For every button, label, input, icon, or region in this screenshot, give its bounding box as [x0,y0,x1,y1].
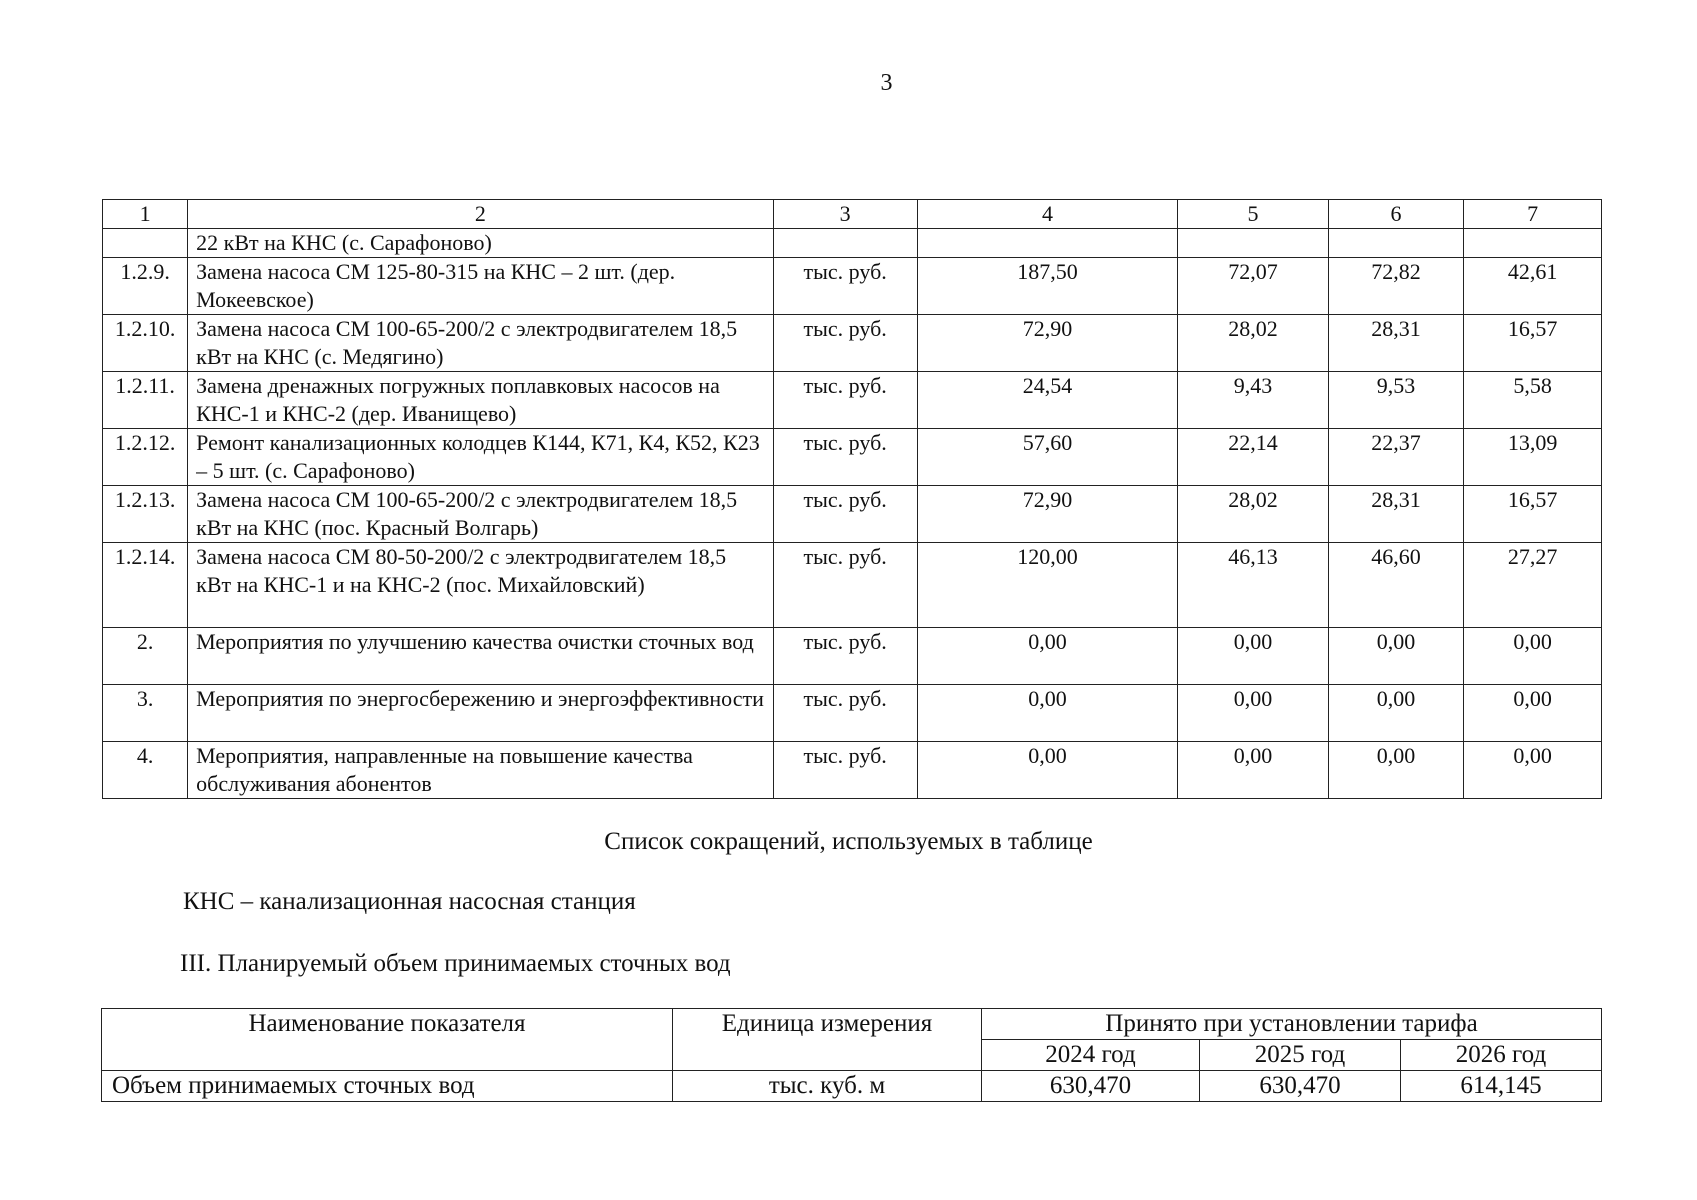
header-year: 2024 год [982,1040,1200,1071]
header-col-7: 7 [1464,200,1602,229]
row-value-7: 13,09 [1464,429,1602,486]
row-value-7: 16,57 [1464,486,1602,543]
table-row [103,486,1602,543]
table-row [103,258,1602,315]
row-unit: тыс. руб. [773,742,917,799]
row-value-5: 0,00 [1178,628,1328,685]
row-value-6: 72,82 [1328,258,1464,315]
row-value-7: 42,61 [1464,258,1602,315]
row-value-6: 46,60 [1328,543,1464,628]
row-value-6: 0,00 [1328,628,1464,685]
indicator-name: Объем принимаемых сточных вод [102,1071,673,1102]
row-unit: тыс. руб. [773,258,917,315]
row-unit: тыс. руб. [773,628,917,685]
row-value-6 [1328,229,1464,258]
row-value-5: 28,02 [1178,315,1328,372]
row-number: 1.2.10. [103,315,188,372]
row-value-6: 22,37 [1328,429,1464,486]
row-number: 1.2.14. [103,543,188,628]
row-name: Замена насоса СМ 125-80-315 на КНС – 2 шт. (дер. Мокеевское) [188,258,774,315]
row-value-7: 0,00 [1464,685,1602,742]
row-unit: тыс. руб. [773,486,917,543]
header-tariff-group: Принято при установлении тарифа [982,1009,1602,1040]
table-row [103,543,1602,628]
row-name: Ремонт канализационных колодцев К144, К71, К4, К52, К23 – 5 шт. (с. Сарафоново) [188,429,774,486]
row-value-5 [1178,229,1328,258]
indicator-value: 630,470 [1200,1071,1401,1102]
row-value-4: 72,90 [917,315,1178,372]
section-title: III. Планируемый объем принимаемых сточных вод [180,950,731,977]
row-value-5: 9,43 [1178,372,1328,429]
row-unit: тыс. руб. [773,685,917,742]
indicator-value: 630,470 [982,1071,1200,1102]
header-unit: Единица измерения [673,1009,982,1071]
abbreviations-title: Список сокращений, используемых в таблице [604,828,1093,855]
row-unit: тыс. руб. [773,315,917,372]
table-row [102,1071,1602,1102]
measures-table [102,199,1602,799]
row-name: Замена насоса СМ 100-65-200/2 с электродвигателем 18,5 кВт на КНС (с. Медягино) [188,315,774,372]
row-value-6: 0,00 [1328,685,1464,742]
row-number: 1.2.13. [103,486,188,543]
indicator-value: 614,145 [1401,1071,1602,1102]
row-number: 3. [103,685,188,742]
row-unit [773,229,917,258]
row-value-5: 46,13 [1178,543,1328,628]
row-value-4: 187,50 [917,258,1178,315]
row-unit: тыс. руб. [773,372,917,429]
page-number: 3 [880,70,893,96]
row-value-4: 72,90 [917,486,1178,543]
row-value-4: 120,00 [917,543,1178,628]
indicator-unit: тыс. куб. м [673,1071,982,1102]
row-name: Замена насоса СМ 100-65-200/2 с электродвигателем 18,5 кВт на КНС (пос. Красный Волгарь) [188,486,774,543]
row-value-6: 28,31 [1328,486,1464,543]
header-col-5: 5 [1178,200,1328,229]
abbreviation-item: КНС – канализационная насосная станция [183,888,636,915]
row-unit: тыс. руб. [773,429,917,486]
row-name: Мероприятия, направленные на повышение качества обслуживания абонентов [188,742,774,799]
row-value-5: 28,02 [1178,486,1328,543]
header-year: 2025 год [1200,1040,1401,1071]
row-number [103,229,188,258]
table-row [103,628,1602,685]
table-header-row [103,200,1602,229]
row-number: 1.2.12. [103,429,188,486]
row-number: 1.2.9. [103,258,188,315]
row-value-6: 9,53 [1328,372,1464,429]
header-col-3: 3 [773,200,917,229]
row-value-7 [1464,229,1602,258]
row-value-7: 5,58 [1464,372,1602,429]
row-unit: тыс. руб. [773,543,917,628]
row-value-5: 22,14 [1178,429,1328,486]
row-name: Замена насоса СМ 80-50-200/2 с электродвигателем 18,5 кВт на КНС-1 и на КНС-2 (пос. Михайловский) [188,543,774,628]
table-row [103,742,1602,799]
volume-table [101,1008,1602,1102]
row-value-4: 0,00 [917,685,1178,742]
row-value-7: 16,57 [1464,315,1602,372]
row-value-7: 0,00 [1464,742,1602,799]
row-value-6: 28,31 [1328,315,1464,372]
row-value-7: 27,27 [1464,543,1602,628]
volume-header-row [102,1009,1602,1040]
row-value-4: 24,54 [917,372,1178,429]
row-name: Мероприятия по улучшению качества очистки сточных вод [188,628,774,685]
row-number: 1.2.11. [103,372,188,429]
table-row [103,685,1602,742]
row-value-4 [917,229,1178,258]
header-col-1: 1 [103,200,188,229]
row-value-4: 0,00 [917,742,1178,799]
header-indicator-name: Наименование показателя [102,1009,673,1071]
row-value-5: 0,00 [1178,685,1328,742]
row-value-5: 72,07 [1178,258,1328,315]
table-row [103,315,1602,372]
row-value-4: 57,60 [917,429,1178,486]
row-value-6: 0,00 [1328,742,1464,799]
table-row [103,372,1602,429]
row-name: Мероприятия по энергосбережению и энергоэффективности [188,685,774,742]
row-name: Замена дренажных погружных поплавковых насосов на КНС-1 и КНС-2 (дер. Иванищево) [188,372,774,429]
row-value-4: 0,00 [917,628,1178,685]
row-number: 4. [103,742,188,799]
row-name: 22 кВт на КНС (с. Сарафоново) [188,229,774,258]
header-col-4: 4 [917,200,1178,229]
row-number: 2. [103,628,188,685]
header-col-6: 6 [1328,200,1464,229]
table-row [103,429,1602,486]
row-value-7: 0,00 [1464,628,1602,685]
header-year: 2026 год [1401,1040,1602,1071]
table-row [103,229,1602,258]
header-col-2: 2 [188,200,774,229]
row-value-5: 0,00 [1178,742,1328,799]
